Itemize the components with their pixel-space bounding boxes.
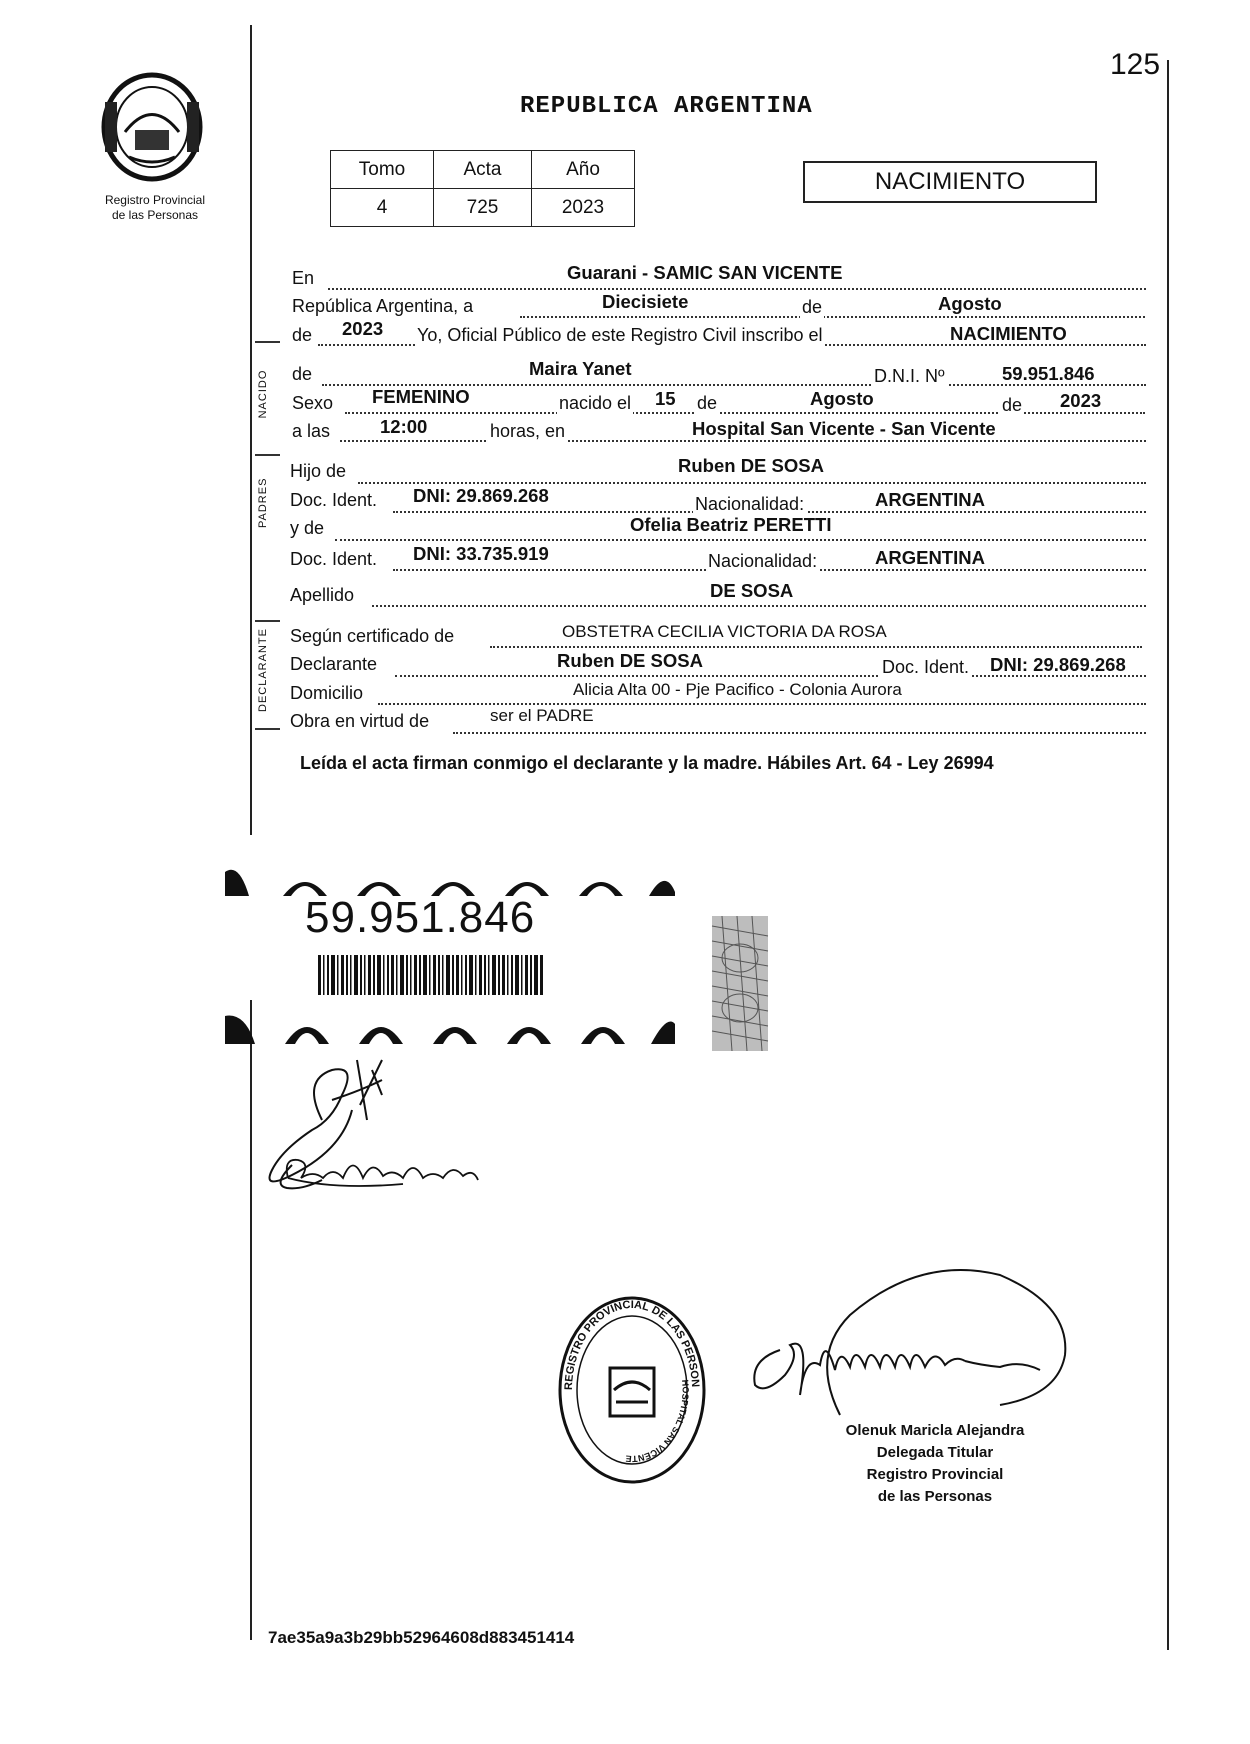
decorative-border-bottom [225,1010,675,1044]
child-dni-value: 59.951.846 [1002,363,1095,384]
dotted-line [372,604,1146,607]
section-separator [255,728,280,730]
nacido-el-label: nacido el [559,393,632,413]
section-label-declarante: DECLARANTE [257,628,269,712]
alas-label: a las [292,421,333,442]
declarante-label: Declarante [290,654,380,675]
acta-header: Acta [434,151,532,189]
birth-day-value: 15 [655,388,676,409]
month-value: Agosto [938,293,1002,314]
id-number-large: 59.951.846 [305,893,536,942]
de-label: de [697,393,718,413]
official-name-block [815,1420,1055,1508]
provincial-seal-logo [95,72,210,187]
capacity-value: ser el PADRE [490,706,594,725]
dotted-line [358,481,1146,484]
doc-ident-label: Doc. Ident. [290,490,380,511]
mother-nationality-value: ARGENTINA [875,547,985,568]
domicilio-label: Domicilio [290,683,366,704]
sex-value: FEMENINO [372,386,470,407]
dotted-line [345,411,1145,414]
nacionalidad-label: Nacionalidad: [708,551,818,571]
dotted-line [453,731,1146,734]
official-office: Registro Provincial [866,1466,1004,1483]
y-de-label: y de [290,518,327,539]
father-name-value: Ruben DE SOSA [678,455,824,476]
declarant-name-value: Ruben DE SOSA [557,650,703,671]
dotted-line [328,287,1146,290]
surname-value: DE SOSA [710,580,794,601]
segun-certificado-label: Según certificado de [290,626,457,647]
official-office-2: de las Personas [877,1488,993,1505]
dotted-line [335,538,1146,541]
republica-label: República Argentina, a [292,296,474,316]
mother-signature [283,1148,483,1193]
section-separator [255,341,280,343]
country-title: REPUBLICA ARGENTINA [520,93,813,120]
day-words-value: Diecisiete [602,291,689,312]
de-label: de [802,297,823,317]
left-margin-line-lower [250,1000,252,1640]
svg-text:HOSPITAL SAN VICENTE [625,1379,690,1464]
mother-doc-value: DNI: 33.735.919 [413,543,549,564]
dotted-line [378,702,1146,705]
apellido-label: Apellido [290,585,357,606]
right-margin-line [1167,60,1169,1650]
nacionalidad-label: Nacionalidad: [695,494,805,514]
place-value: Guarani - SAMIC SAN VICENTE [567,262,843,283]
section-separator [255,620,280,622]
de-label: de [292,325,315,346]
birth-year-value: 2023 [1060,390,1102,411]
dotted-line [520,315,1145,318]
en-label: En [292,268,315,288]
birth-time-value: 12:00 [380,416,428,437]
logo-caption: Registro Provincial de las Personas [104,193,206,222]
dotted-line [490,645,1142,648]
de-label: de [292,364,315,385]
security-hologram [712,916,768,1051]
birth-place-value: Hospital San Vicente - San Vicente [692,418,996,439]
father-doc-value: DNI: 29.869.268 [413,485,549,506]
declarant-doc-value: DNI: 29.869.268 [990,654,1126,675]
address-value: Alicia Alta 00 - Pje Pacifico - Colonia Aurora [573,680,902,699]
official-stamp [548,1281,712,1490]
record-type-box: NACIMIENTO [803,161,1097,203]
stamp-outer-text: REGISTRO PROVINCIAL DE LAS PERSONAS [548,1281,702,1391]
anio-header: Año [532,151,635,189]
dni-label: D.N.I. Nº [874,366,945,386]
decorative-border-top [225,862,675,896]
official-title: Delegada Titular [876,1444,994,1461]
mother-name-value: Ofelia Beatriz PERETTI [630,514,832,535]
certificate-value: OBSTETRA CECILIA VICTORIA DA ROSA [562,622,887,641]
doc-ident-label: Doc. Ident. [882,657,970,677]
section-label-padres: PADRES [257,477,269,528]
page-number: 125 [1110,48,1161,81]
acta-value: 725 [434,189,532,227]
tomo-header: Tomo [331,151,434,189]
document-hash: 7ae35a9a3b29bb52964608d883451414 [268,1628,575,1647]
hijo-label: Hijo de [290,461,349,482]
tomo-value: 4 [331,189,434,227]
doc-ident-label: Doc. Ident. [290,549,380,570]
father-nationality-value: ARGENTINA [875,489,985,510]
official-name: Olenuk Maricla Alejandra [845,1422,1025,1439]
anio-value: 2023 [532,189,635,227]
official-signature [740,1235,1080,1430]
birth-month-value: Agosto [810,388,874,409]
left-margin-line [250,25,252,835]
inscribe-value: NACIMIENTO [950,323,1067,344]
barcode [318,955,544,995]
sexo-label: Sexo [292,393,336,414]
section-separator [255,454,280,456]
section-label-nacido: NACIDO [257,369,269,419]
oficial-text: Yo, Oficial Público de este Registro Civil inscribo el [417,325,823,345]
closing-text: Leída el acta firman conmigo el declarante y la madre. Hábiles Art. 64 - Ley 26994 [300,753,994,773]
de-label: de [1002,395,1023,415]
horas-label: horas, en [490,421,566,441]
obra-en-virtud-label: Obra en virtud de [290,711,432,732]
year-value: 2023 [342,318,384,339]
child-name-value: Maira Yanet [529,358,632,379]
stamp-inner-text: HOSPITAL SAN VICENTE [625,1379,691,1464]
registry-table [330,150,635,227]
